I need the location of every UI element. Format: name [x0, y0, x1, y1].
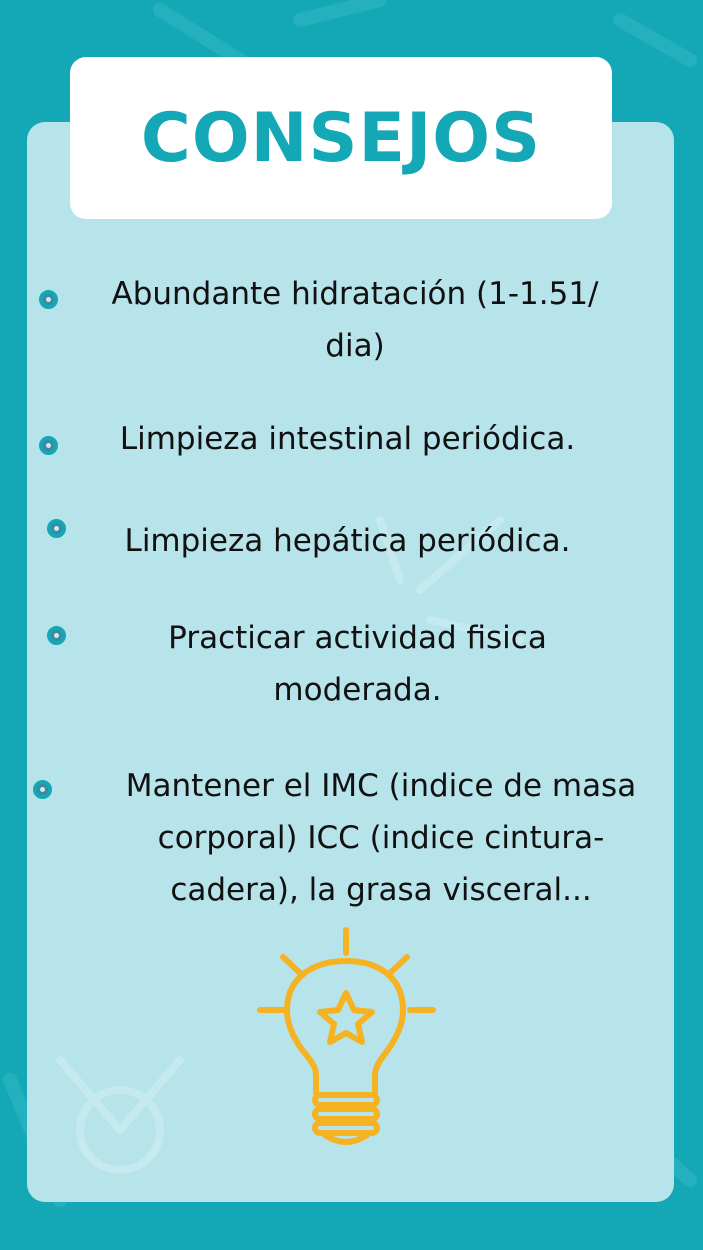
tip-item-hepatic	[85, 515, 610, 567]
tip-item-activity	[110, 612, 605, 716]
tip-line: Abundante hidratación (1-1.51/	[111, 276, 599, 312]
tip-line: Practicar actividad fisica	[168, 620, 547, 656]
tip-line: dia)	[325, 328, 385, 364]
lightbulb-star-icon	[245, 925, 445, 1155]
tip-item-hydration	[80, 268, 630, 372]
tip-item-intestinal	[80, 413, 615, 465]
circle-bullet-icon	[33, 780, 52, 799]
circle-bullet-icon	[47, 519, 66, 538]
tip-line: Limpieza hepática periódica.	[124, 523, 571, 559]
tip-item-imc	[66, 760, 696, 916]
title-banner	[70, 57, 612, 219]
page-title: CONSEJOS	[140, 98, 542, 178]
tip-line: corporal) ICC (indice cintura-	[157, 820, 605, 856]
circle-bullet-icon	[39, 436, 58, 455]
circle-bullet-icon	[39, 290, 58, 309]
tip-line: Limpieza intestinal periódica.	[119, 421, 576, 457]
tip-line: cadera), la grasa visceral...	[170, 872, 592, 908]
tip-line: Mantener el IMC (indice de masa	[125, 768, 637, 804]
tip-line: moderada.	[273, 672, 442, 708]
circle-bullet-icon	[47, 626, 66, 645]
